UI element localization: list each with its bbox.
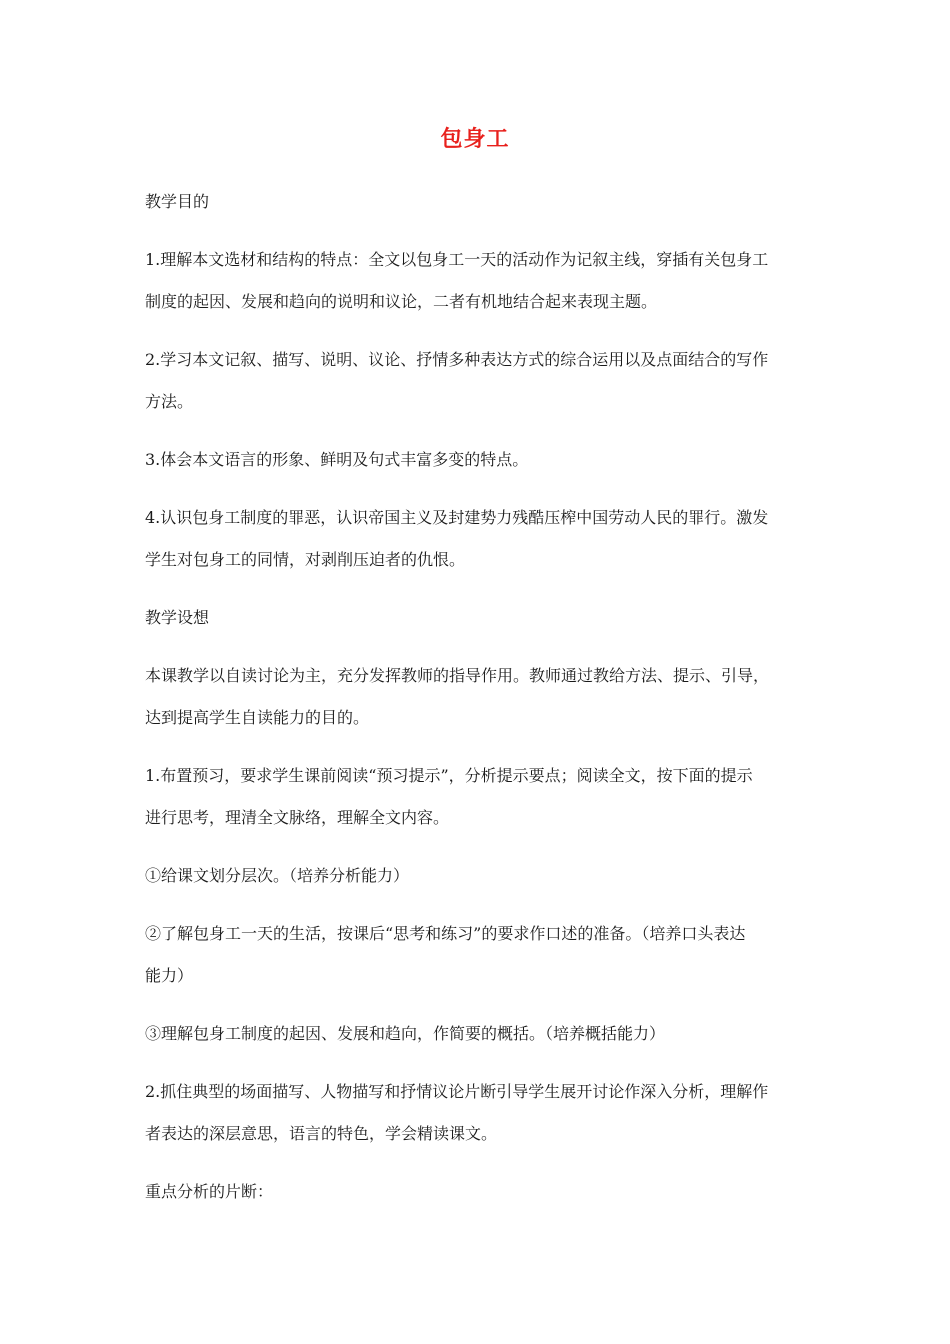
design-2-line-2: 者表达的深层意思，语言的特色，学会精读课文。 xyxy=(145,1124,498,1143)
goal-3: 3.体会本文语言的形象、鲜明及句式丰富多变的特点。 xyxy=(145,450,529,469)
sub-item-1: ①给课文划分层次。（培养分析能力） xyxy=(145,866,410,885)
sub-item-2-line-2: 能力） xyxy=(145,966,194,985)
document-title: 包身工 xyxy=(440,127,510,152)
design-1-line-2: 进行思考，理清全文脉络，理解全文内容。 xyxy=(145,808,450,827)
goal-2-line-2: 方法。 xyxy=(145,392,194,411)
design-intro-line-1: 本课教学以自读讨论为主，充分发挥教师的指导作用。教师通过教给方法、提示、引导， xyxy=(145,666,770,685)
sub-item-3: ③理解包身工制度的起因、发展和趋向，作简要的概括。（培养概括能力） xyxy=(145,1024,666,1043)
focus-heading: 重点分析的片断： xyxy=(145,1182,274,1201)
goal-1-line-2: 制度的起因、发展和趋向的说明和议论，二者有机地结合起来表现主题。 xyxy=(145,292,658,311)
goal-4-line-1: 4.认识包身工制度的罪恶，认识帝国主义及封建势力残酷压榨中国劳动人民的罪行。激发 xyxy=(145,508,769,527)
goal-1-line-1: 1.理解本文选材和结构的特点：全文以包身工一天的活动作为记叙主线，穿插有关包身工 xyxy=(145,250,769,269)
design-1-line-1: 1.布置预习，要求学生课前阅读“预习提示”，分析提示要点；阅读全文，按下面的提示 xyxy=(145,766,753,785)
goal-4-line-2: 学生对包身工的同情，对剥削压迫者的仇恨。 xyxy=(145,550,466,569)
design-intro-line-2: 达到提高学生自读能力的目的。 xyxy=(145,708,370,727)
design-2-line-1: 2.抓住典型的场面描写、人物描写和抒情议论片断引导学生展开讨论作深入分析，理解作 xyxy=(145,1082,769,1101)
heading-teaching-design: 教学设想 xyxy=(145,608,210,627)
goal-2-line-1: 2.学习本文记叙、描写、说明、议论、抒情多种表达方式的综合运用以及点面结合的写作 xyxy=(145,350,769,369)
heading-teaching-goals: 教学目的 xyxy=(145,192,210,211)
sub-item-2-line-1: ②了解包身工一天的生活，按课后“思考和练习”的要求作口述的准备。（培养口头表达 xyxy=(145,924,746,943)
